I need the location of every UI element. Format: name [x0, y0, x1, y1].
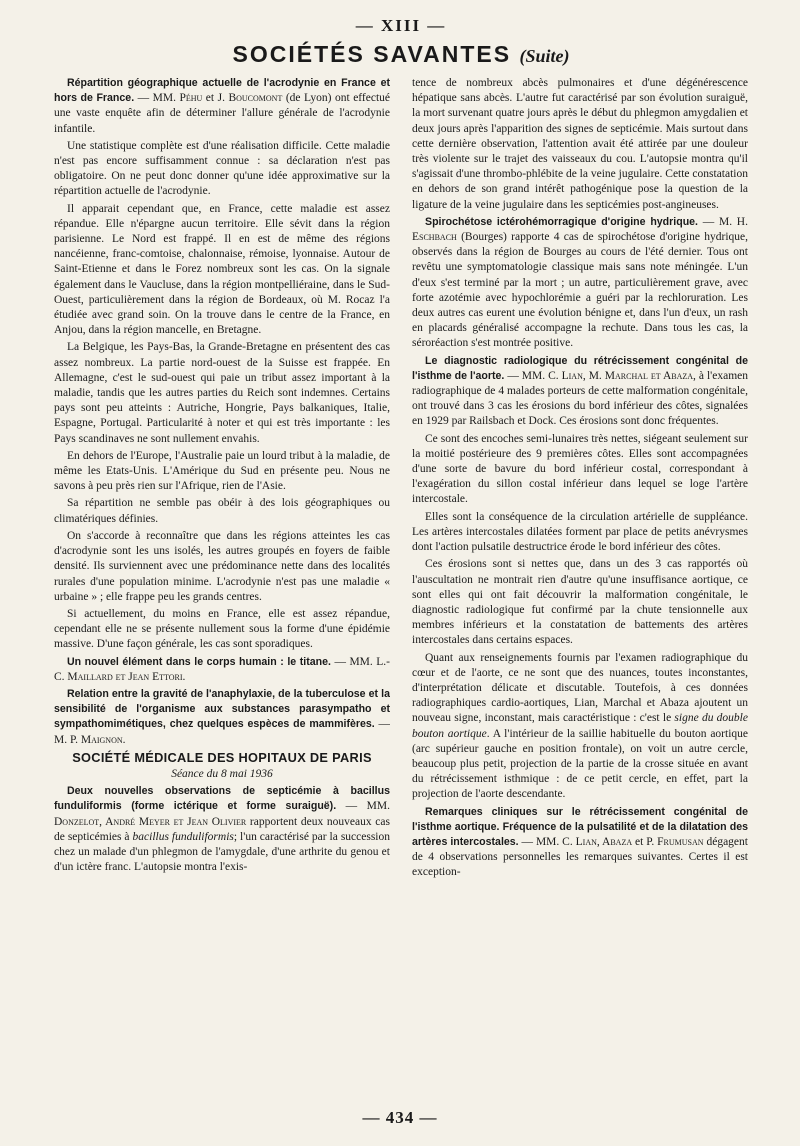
article-remarques-cliniques: Remarques cliniques sur le rétrécissement congénital de l'isthme aortique. Fréquence de la pulsatilité et de la dilatation des artères intercostales. — MM. C. Lian, Abaza et P. Frumusan dégagent de 4 observations personnelles les remarques suivantes. Certes il est exception-: [412, 805, 748, 879]
article-title: Deux nouvelles observations de septicémie à bacillus funduliformis (forme ictérique et forme suraiguë).: [54, 785, 390, 813]
article-septicemie: Deux nouvelles observations de septicémie à bacillus funduliformis (forme ictérique et forme suraiguë). — MM. Donzelot, André Meyer et Jean Olivier rapportent deux nouveaux cas de septicémies à bacillus funduliformis; l'un caractérisé par la succession chez un malade d'un phlegmon de l'amygdale, d'une arthrite du genou et d'un ictère franc. L'autopsie montra l'exis-: [54, 785, 390, 874]
paragraph-continuation: tence de nombreux abcès pulmonaires et d'une dégénérescence hépatique sans abcès. L'autre fut caractérisé par son évolution suraiguë, la mort survenant quatre jours après le début du phlegmon amygdalien et deux jours après l'apparition des signes de septicémie. Mais surtout dans cette dernière observation, l'attention avait été attirée par une douleur très violente sur le trajet des vaisseaux du cou. L'autopsie montra qu'il s'agissait d'une thrombo-phlébite de la veine jugulaire. Cette constatation en dehors de son grand intérêt pathogénique pose la question de la ligature de la veine jugulaire dans les septicémies post-angineuses.: [412, 77, 748, 211]
article-title: Répartition géographique actuelle de l'acrodynie en France et hors de France.: [54, 77, 390, 105]
article-title: Relation entre la gravité de l'anaphylaxie, de la tuberculose et la sensibilité de l'organisme aux substances parasympatho et sympathomimétiques, chez quelques espèces de mammifères.: [54, 687, 390, 731]
section-title-suite: (Suite): [519, 46, 570, 66]
paragraph: On s'accorde à reconnaître que dans les régions atteintes les cas d'acrodynie sont les uns isolés, les autres groupés en foyers de faible densité. Ils surviennent avec une prédominance nette dans des localités rurales d'une population minime. L'acrodynie n'est pas une maladie « urbaine » ; elle frappe peu les grands centres.: [54, 529, 390, 603]
paragraph: Ces érosions sont si nettes que, dans un des 3 cas rapportés où l'auscultation ne montrait rien d'autre qu'une insuffisance aortique, ce sont elles qui ont fait découvrir la malformation congénitale, le diagnostic radiologique fut confirmé par la chute tensionnelle aux membres inférieurs et la constatation de battements des artères intercostales dans certains espaces.: [412, 558, 748, 647]
author-name: L.-C. Maillard et Jean Ettori: [54, 655, 390, 683]
article-title: Spirochétose ictérohémorragique d'origine hydrique.: [425, 215, 698, 228]
paragraph: En dehors de l'Europe, l'Australie paie un lourd tribut à la maladie, de même les Etats-Unis. L'Amérique du Sud en présente peu. Nous ne savons à peu près rien sur l'Afrique, rien de l'Asie.: [54, 449, 390, 493]
italic-term: signe du double bouton aortique: [412, 712, 748, 740]
right-column: [412, 76, 748, 1098]
author-name: Donzelot, André Meyer et Jean Olivier: [54, 815, 247, 828]
paragraph: Une statistique complète est d'une réalisation difficile. Cette maladie n'est pas encore suffisamment connue : sa déclaration n'est pas obligatoire. On ne peut donc donner qu'une idée approximative sur la répartition actuelle de l'acrodynie.: [54, 139, 390, 198]
article-anaphylaxie: Relation entre la gravité de l'anaphylaxie, de la tuberculose et la sensibilité de l'organisme aux substances parasympatho et sympathomimétiques, chez quelques espèces de mammifères. — M. P. Maignon.: [54, 687, 390, 746]
page-number: — 434 —: [362, 1108, 438, 1127]
article-columns: [54, 76, 748, 1098]
left-column: [54, 76, 390, 1098]
paragraph: Elles sont la conséquence de la circulation artérielle de suppléance. Les artères intercostales dilatées forment par place de petits anévrysmes dont l'action pulsatile destructrice érode le bord inférieur des côtes.: [412, 510, 748, 554]
article-titane: Un nouvel élément dans le corps humain : le titane. — MM. L.-C. Maillard et Jean Ettori.: [54, 655, 390, 683]
author-name: Boucomont: [228, 92, 283, 105]
article-spirochetose: Spirochétose ictérohémorragique d'origine hydrique. — M. H. Eschbach (Bourges) rapporte 4 cas de spirochétose d'origine hydrique, observés dans la région de Bourges au cours de l'été dernier. Tous ont revêtu une symptomatologie classique mais sans note méningée. L'un d'eux s'est terminé par la mort ; un autre, particulièrement grave, avec forte azotémie avec hypochlorémie a guéri par la rechloruration. Les deux autres cas eurent une évolution bénigne et, dans l'un d'eux, un rash en placards généralisé accompagne la rechute. Dans tous les cas, la séroréaction s'est montrée positive.: [412, 215, 748, 350]
article-title: Remarques cliniques sur le rétrécissement congénital de l'isthme aortique. Fréquence de la pulsatilité et de la dilatation des artères intercostales.: [412, 805, 748, 848]
session-date: Séance du 8 mai 1936: [171, 767, 273, 780]
section-title: [54, 38, 748, 70]
article-title: Un nouvel élément dans le corps humain : le titane.: [67, 655, 331, 668]
paragraph: Si actuellement, du moins en France, elle est assez répandue, cependant elle ne se présente nullement sous la forme d'une épidémie massive. D'une façon générale, les cas sont sporadiques.: [54, 607, 390, 651]
society-heading: SOCIÉTÉ MÉDICALE DES HOPITAUX DE PARIS: [72, 749, 372, 765]
article-acrodynie-intro: Répartition géographique actuelle de l'acrodynie en France et hors de France. — MM. Péhu et J. Boucomont (de Lyon) ont effectué une vaste enquête afin de déterminer l'allure générale de l'acrodynie infantile.: [54, 77, 390, 135]
paragraph: La Belgique, les Pays-Bas, la Grande-Bretagne en présentent des cas assez nombreux. La partie nord-ouest de la Suisse est frappée. En Allemagne, c'est le sud-ouest qui paie un tribut assez important à la maladie, tandis que les autres parties du Reich sont indemnes. Certains pays sont peu atteints : Autriche, Hongrie, Pays balkaniques, Italie, Espagne, Portugal. Particularité à noter et qui est très importante : les Pays scandinaves ne sont nullement envahis.: [54, 341, 390, 445]
article-diagnostic-radiologique: Le diagnostic radiologique du rétrécissement congénital de l'isthme de l'aorte. — MM. C. Lian, M. Marchal et Abaza, à l'examen radiographique de 4 malades porteurs de cette malformation congénitale, ont trouvé dans 3 cas les érosions du bord inférieur des côtes, signalées en 1929 par Railsbach et Dock. Ces érosions sont donc fréquentes.: [412, 354, 748, 428]
paragraph: Il apparait cependant que, en France, cette maladie est assez répandue. Elle n'épargne aucun territoire. Elle sévit dans la région parisienne. Le Nord est frappé. Il en est de même des régions nancéienne, franc-comtoise, chalonnaise, rémoise, lyonnaise. Autour de Saint-Etienne et dans le Forez nombreux sont les cas. On la signale également dans le Vaucluse, dans la région montpelliéraine, dans le Sud-Ouest, particulièrement dans la région de Bordeaux, où M. Rocaz l'a étudiée avec grand soin. On la trouve dans le centre de la France, en Anjou, dans la région mancelle, en Bretagne.: [54, 202, 390, 337]
paragraph: Quant aux renseignements fournis par l'examen radiographique du cœur et de l'aorte, ce ne sont que des nuances, toutes inconstantes, d'interprétation délicate et discutable. Toutefois, à ces données radiographiques cardio-aortiques, Lian, Marchal et Abaza ajoutent un nouveau signe, inconstant, mais caractéristique : c'est le signe du double bouton aortique. A l'intérieur de la saillie habituelle du bouton aortique (arc supérieur gauche en position frontale), on voit un autre cercle, beaucoup plus petit, projection de la partie de la crosse située en avant du rétrécissement isthmique : de ce petit cercle, en effet, part la projection de l'aorte descendante.: [412, 651, 748, 801]
article-title: Le diagnostic radiologique du rétrécissement congénital de l'isthme de l'aorte.: [412, 354, 748, 382]
author-name: Maignon: [80, 733, 123, 746]
roman-numeral-header: — XIII —: [355, 16, 447, 35]
section-title-text: SOCIÉTÉS SAVANTES: [232, 41, 512, 67]
author-name: Péhu: [179, 92, 203, 105]
paragraph: Sa répartition ne semble pas obéir à des lois géographiques ou climatériques définies.: [54, 497, 390, 525]
author-name: Eschbach: [412, 231, 457, 244]
author-name: Lian, M. Marchal et Abaza: [561, 369, 694, 382]
author-name: Lian, Abaza: [575, 835, 633, 848]
italic-term: bacillus funduliformis: [132, 830, 234, 843]
paragraph: Ce sont des encoches semi-lunaires très nettes, siégeant seulement sur la moitié postérieure des 9 premières côtes. Elles sont accompagnées d'une sorte de bavure du bord inférieur costal, correspondant à l'exagération du sillon costal inférieur dans lequel se loge l'artère intercostale.: [412, 432, 748, 506]
author-name: Frumusan: [657, 835, 704, 848]
